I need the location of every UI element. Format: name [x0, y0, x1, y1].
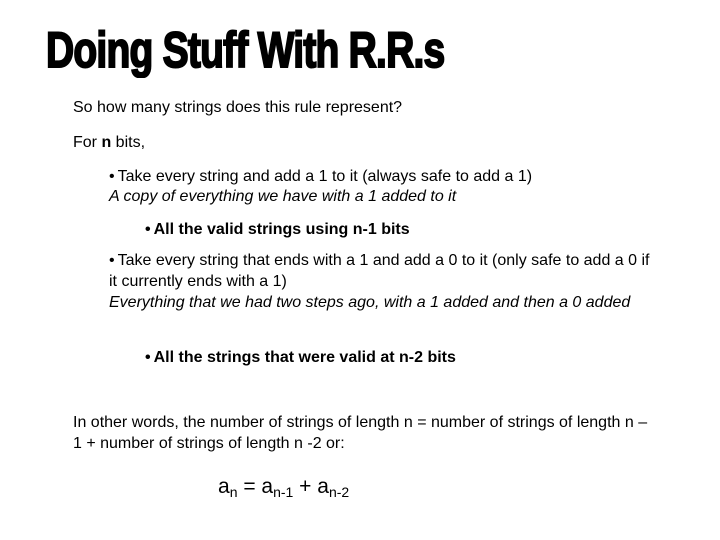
bullet-add-one-text: Take every string and add a 1 to it (always safe to add a 1)	[117, 168, 533, 185]
formula-plus: +	[293, 475, 318, 498]
sub-bullet-n-minus-1	[145, 219, 410, 240]
formula-a-n: a	[218, 475, 230, 498]
formula-sub-n-1: n-1	[273, 484, 294, 500]
bullet-add-zero	[109, 250, 654, 292]
summary-paragraph: In other words, the number of strings of length n = number of strings of length n – 1 + number of strings of length n -2 or:	[73, 414, 648, 452]
recurrence-formula	[218, 474, 349, 505]
bullet-icon: •	[109, 168, 115, 185]
slide-title: Doing Stuff With R.R.s	[46, 22, 445, 78]
formula-a-n-2: a	[317, 475, 329, 498]
bullet-add-one	[109, 166, 669, 187]
bullet-icon: •	[109, 252, 115, 269]
formula-equals: =	[237, 475, 262, 498]
for-n-bits-text	[73, 132, 145, 153]
for-suffix: bits,	[111, 134, 146, 151]
n-variable: n	[101, 134, 112, 151]
bullet-icon: •	[145, 221, 151, 238]
question-text: So how many strings does this rule represent?	[73, 99, 403, 116]
bullet-add-zero-explanation: Everything that we had two steps ago, with a 1 added and then a 0 added	[109, 294, 631, 311]
for-prefix: For	[73, 134, 102, 151]
formula-a-n-1: a	[261, 475, 274, 498]
bullet-icon: •	[145, 349, 151, 366]
bullet-add-zero-text: Take every string that ends with a 1 and add a 0 to it (only safe to add a 0 if it currently ends with a 1)	[109, 252, 650, 290]
formula-sub-n: n	[229, 484, 238, 500]
sub-bullet-n-minus-2-text: All the strings that were valid at n-2 bits	[153, 349, 456, 366]
sub-bullet-n-minus-2	[145, 347, 456, 368]
formula-sub-n-2: n-2	[328, 484, 350, 500]
sub-bullet-n-minus-1-text: All the valid strings using n-1 bits	[153, 221, 410, 238]
bullet-add-one-explanation: A copy of everything we have with a 1 added to it	[109, 188, 457, 205]
